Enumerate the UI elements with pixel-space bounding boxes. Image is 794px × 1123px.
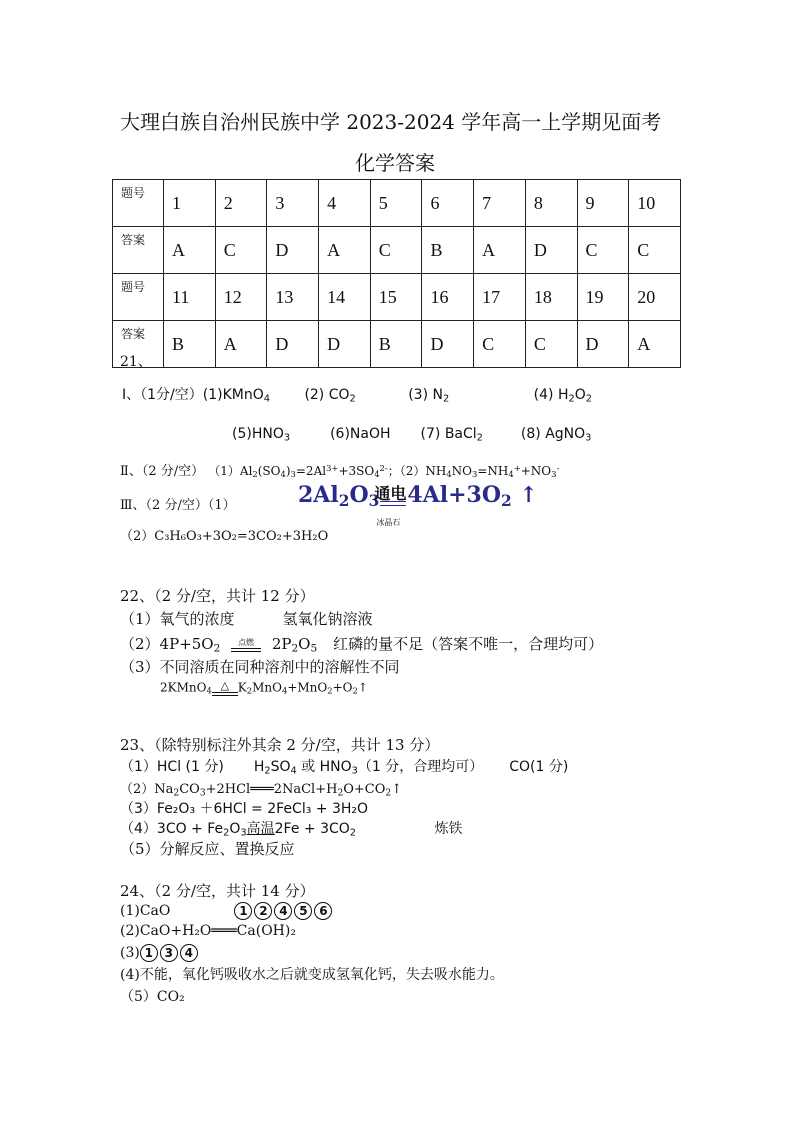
q22-header: 22、（2 分/空，共计 12 分） bbox=[120, 587, 315, 605]
table-cell: C bbox=[215, 227, 267, 274]
circled-number: 4 bbox=[274, 902, 292, 920]
q23-line1-c: CO(1 分) bbox=[509, 759, 569, 775]
q23-line3: （3）Fe₂O₃ ＋6HCl = 2FeCl₃ + 3H₂O bbox=[120, 801, 369, 817]
table-cell: D bbox=[267, 321, 319, 368]
table-cell: C bbox=[577, 227, 629, 274]
table-row bbox=[113, 227, 681, 274]
q22-line2: $(2)4P+5O_2$ 点燃 $2P_2O_5$ 红磷的量不足（答案不唯一，合理均可） bbox=[120, 635, 604, 655]
table-cell: D bbox=[577, 321, 629, 368]
circled-number: 5 bbox=[294, 902, 312, 920]
table-cell: 3 bbox=[267, 180, 319, 227]
q24-line4: (4)不能，氧化钙吸收水之后就变成氢氧化钙，失去吸水能力。 bbox=[120, 967, 504, 983]
table-cell: 8 bbox=[525, 180, 577, 227]
circled-number: 3 bbox=[160, 944, 178, 962]
q21-part3-equation: $2Al_2O_3$ 通电 冰晶石 $4Al+3O_2$ ↑ bbox=[298, 482, 538, 527]
page-title: 大理白族自治州民族中学 2023-2024 学年高一上学期见面考 bbox=[120, 110, 662, 134]
table-cell: 6 bbox=[422, 180, 474, 227]
q21-part2: Ⅱ、（2 分/空） $(1)Al_2(SO_4)_3=2Al^{3+}+3SO_4^{2-}$；$(2)NH_4NO_3=NH_4^++NO_3^-$ bbox=[120, 463, 560, 480]
circled-number: 6 bbox=[314, 902, 332, 920]
q23-header: 23、（除特别标注外其余 2 分/空，共计 13 分） bbox=[120, 736, 440, 754]
q22-line3: （3）不同溶质在同种溶剂中的溶解性不同 bbox=[120, 658, 400, 676]
table-cell: 20 bbox=[629, 274, 681, 321]
table-cell: B bbox=[370, 321, 422, 368]
table-cell: 7 bbox=[474, 180, 526, 227]
q24-line1-text: (1)CaO bbox=[120, 903, 171, 919]
table-cell: D bbox=[422, 321, 474, 368]
table-cell: D bbox=[267, 227, 319, 274]
table-cell: 12 bbox=[215, 274, 267, 321]
row-label: 答案 bbox=[113, 227, 164, 274]
table-cell: A bbox=[164, 227, 216, 274]
table-row bbox=[113, 321, 681, 368]
q21-number: 21、 bbox=[120, 354, 152, 370]
table-cell: 13 bbox=[267, 274, 319, 321]
q22-line1-b: 氢氧化钠溶液 bbox=[282, 610, 373, 628]
q22-cond-ignite: 点燃 bbox=[238, 638, 255, 647]
q24-header: 24、（2 分/空，共计 14 分） bbox=[120, 882, 315, 900]
row-label: 答案 bbox=[113, 321, 164, 368]
q24-line3 bbox=[120, 944, 200, 962]
q21-part1-line2: $(5)HNO_3$ (6)NaOH (7) BaCl$_2$ (8) AgNO$_3$ bbox=[232, 426, 592, 444]
answer-table bbox=[112, 179, 681, 368]
table-cell: A bbox=[319, 227, 371, 274]
row-label: 题号 bbox=[113, 180, 164, 227]
table-cell: 2 bbox=[215, 180, 267, 227]
table-cell: D bbox=[319, 321, 371, 368]
q21-part2-label: Ⅱ、（2 分/空） bbox=[120, 464, 205, 479]
table-row bbox=[113, 180, 681, 227]
table-cell: 4 bbox=[319, 180, 371, 227]
table-cell: 11 bbox=[164, 274, 216, 321]
table-cell: 16 bbox=[422, 274, 474, 321]
table-cell: B bbox=[164, 321, 216, 368]
table-cell: C bbox=[525, 321, 577, 368]
table-cell: 5 bbox=[370, 180, 422, 227]
q23-line1: （1）HCl (1 分) $H_2SO_4$ 或 $HNO_3(1$ 分，合理均可） CO(1 分) bbox=[120, 759, 569, 777]
table-cell: C bbox=[370, 227, 422, 274]
table-cell: 18 bbox=[525, 274, 577, 321]
row-label: 题号 bbox=[113, 274, 164, 321]
table-cell: 15 bbox=[370, 274, 422, 321]
table-cell: C bbox=[474, 321, 526, 368]
q23-line5: （5）分解反应、置换反应 bbox=[120, 840, 295, 858]
table-cell: 10 bbox=[629, 180, 681, 227]
table-cell: B bbox=[422, 227, 474, 274]
table-cell: D bbox=[525, 227, 577, 274]
circled-number: 4 bbox=[180, 944, 198, 962]
q22-heat-symbol: △ bbox=[220, 679, 230, 692]
q24-line5: （5）CO₂ bbox=[120, 989, 185, 1005]
q24-line1-circles bbox=[234, 903, 334, 919]
q21-part3-label: Ⅲ、（2 分/空）（1） bbox=[120, 498, 236, 513]
table-cell: 17 bbox=[474, 274, 526, 321]
table-cell: A bbox=[215, 321, 267, 368]
q23-line4-label: 炼铁 bbox=[434, 821, 463, 837]
table-cell: 19 bbox=[577, 274, 629, 321]
q22-line1 bbox=[120, 608, 373, 629]
table-cell: 14 bbox=[319, 274, 371, 321]
q21-cond-bottom: 冰晶石 bbox=[376, 517, 401, 527]
table-cell: A bbox=[474, 227, 526, 274]
circled-number: 1 bbox=[140, 944, 158, 962]
q21-part3-2: （2）C₃H₆O₃+3O₂=3CO₂+3H₂O bbox=[120, 529, 329, 544]
q22-line2-prefix: （2）4P+5O bbox=[120, 635, 214, 653]
q24-line3-text: (3) bbox=[120, 945, 140, 961]
table-cell: C bbox=[629, 227, 681, 274]
q24-line2: (2)CaO+H₂O═══Ca(OH)₂ bbox=[120, 923, 296, 939]
q21-part1-line1: Ⅰ、（1分/空）(1)KMnO$_4$ (2) $CO_2$ (3) $N_2$ (4) $H_2O_2$ bbox=[122, 387, 592, 405]
table-row bbox=[113, 274, 681, 321]
page-subtitle: 化学答案 bbox=[355, 151, 435, 175]
table-cell: A bbox=[629, 321, 681, 368]
circled-number: 2 bbox=[254, 902, 272, 920]
q21-cond-top: 通电 bbox=[374, 483, 407, 503]
q23-line4-cond: 高温 bbox=[246, 821, 275, 837]
q22-line1-a: （1）氧气的浓度 bbox=[120, 610, 235, 628]
q22-line3-equation: 2KMnO$_4$ △ $K_2MnO_4+MnO_2+O_2↑$ bbox=[160, 679, 368, 696]
table-cell: 9 bbox=[577, 180, 629, 227]
q23-line4: $(4)3CO + Fe_2O_3$高温$2Fe + 3CO_2$ 炼铁 bbox=[120, 821, 463, 839]
q23-line2: $(2)Na_2CO_3+2HCl═══2NaCl+H_2O+CO_2↑$ bbox=[120, 782, 403, 799]
q22-line2-suffix: 红磷的量不足（答案不唯一，合理均可） bbox=[333, 635, 604, 653]
q24-line3-circles bbox=[140, 945, 200, 961]
q21-part1-label: Ⅰ、（1分/空） bbox=[122, 387, 203, 403]
circled-number: 1 bbox=[234, 902, 252, 920]
q24-line1 bbox=[120, 902, 334, 920]
table-cell: 1 bbox=[164, 180, 216, 227]
